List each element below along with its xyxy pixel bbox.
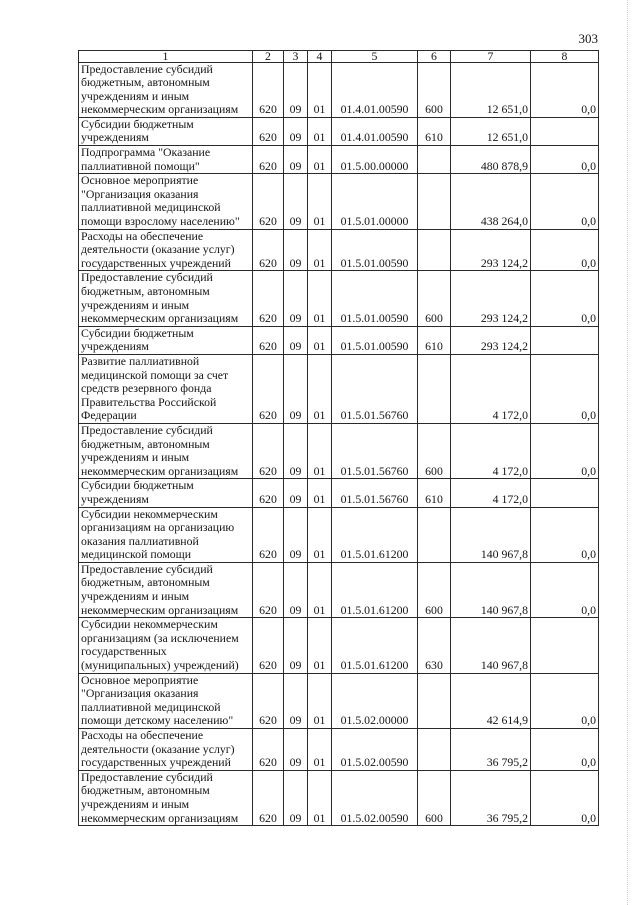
cell-amount-1: 12 651,0 bbox=[451, 62, 531, 117]
cell-ministry: 620 bbox=[253, 62, 284, 117]
cell-section: 09 bbox=[284, 117, 308, 145]
cell-target-article: 01.5.01.56760 bbox=[332, 479, 418, 507]
cell-expense-type bbox=[418, 354, 451, 423]
table-row bbox=[79, 423, 599, 478]
cell-section: 09 bbox=[284, 618, 308, 673]
scan-edge-artifact bbox=[627, 0, 628, 905]
cell-target-article: 01.5.01.61200 bbox=[332, 507, 418, 562]
cell-expense-type bbox=[418, 507, 451, 562]
cell-section: 09 bbox=[284, 423, 308, 478]
cell-name: Основное мероприятие "Организация оказания паллиативной медицинской помощи детскому населению" bbox=[79, 673, 253, 728]
cell-name: Субсидии бюджетным учреждениям bbox=[79, 479, 253, 507]
table-row bbox=[79, 271, 599, 326]
cell-ministry: 620 bbox=[253, 271, 284, 326]
cell-target-article: 01.5.02.00590 bbox=[332, 770, 418, 825]
cell-amount-1: 42 614,9 bbox=[451, 673, 531, 728]
cell-subsection: 01 bbox=[308, 271, 332, 326]
table-body bbox=[79, 62, 599, 826]
table-row bbox=[79, 117, 599, 145]
cell-subsection: 01 bbox=[308, 618, 332, 673]
cell-expense-type: 600 bbox=[418, 62, 451, 117]
cell-subsection: 01 bbox=[308, 729, 332, 771]
column-number-8: 8 bbox=[531, 51, 599, 63]
cell-amount-1: 140 967,8 bbox=[451, 507, 531, 562]
page-number: 303 bbox=[578, 31, 598, 46]
cell-subsection: 01 bbox=[308, 770, 332, 825]
cell-amount-2: 0,0 bbox=[531, 229, 599, 271]
cell-ministry: 620 bbox=[253, 479, 284, 507]
cell-target-article: 01.5.02.00000 bbox=[332, 673, 418, 728]
cell-section: 09 bbox=[284, 146, 308, 174]
cell-ministry: 620 bbox=[253, 770, 284, 825]
cell-ministry: 620 bbox=[253, 229, 284, 271]
cell-amount-1: 4 172,0 bbox=[451, 354, 531, 423]
cell-subsection: 01 bbox=[308, 174, 332, 229]
table-row bbox=[79, 618, 599, 673]
cell-subsection: 01 bbox=[308, 507, 332, 562]
cell-ministry: 620 bbox=[253, 618, 284, 673]
cell-ministry: 620 bbox=[253, 326, 284, 354]
cell-section: 09 bbox=[284, 507, 308, 562]
cell-name: Подпрограмма "Оказание паллиативной помощи" bbox=[79, 146, 253, 174]
cell-ministry: 620 bbox=[253, 117, 284, 145]
cell-expense-type: 600 bbox=[418, 770, 451, 825]
cell-name: Предоставление субсидий бюджетным, автономным учреждениям и иным некоммерческим организациям bbox=[79, 271, 253, 326]
cell-amount-1: 293 124,2 bbox=[451, 326, 531, 354]
column-number-7: 7 bbox=[451, 51, 531, 63]
cell-section: 09 bbox=[284, 479, 308, 507]
table-row bbox=[79, 62, 599, 117]
cell-amount-2: 0,0 bbox=[531, 423, 599, 478]
cell-amount-2: 0,0 bbox=[531, 146, 599, 174]
cell-name: Развитие паллиативной медицинской помощи за счет средств резервного фонда Правительства Российской Федерации bbox=[79, 354, 253, 423]
cell-target-article: 01.5.01.61200 bbox=[332, 562, 418, 617]
cell-name: Субсидии некоммерческим организациям на организацию оказания паллиативной медицинской помощи bbox=[79, 507, 253, 562]
table-row bbox=[79, 479, 599, 507]
cell-section: 09 bbox=[284, 229, 308, 271]
column-number-1: 1 bbox=[79, 51, 253, 63]
cell-amount-1: 4 172,0 bbox=[451, 479, 531, 507]
column-number-2: 2 bbox=[253, 51, 284, 63]
cell-amount-2: 0,0 bbox=[531, 507, 599, 562]
cell-section: 09 bbox=[284, 729, 308, 771]
cell-target-article: 01.4.01.00590 bbox=[332, 117, 418, 145]
cell-ministry: 620 bbox=[253, 673, 284, 728]
cell-expense-type: 600 bbox=[418, 271, 451, 326]
cell-name: Предоставление субсидий бюджетным, автономным учреждениям и иным некоммерческим организациям bbox=[79, 770, 253, 825]
cell-target-article: 01.5.01.00590 bbox=[332, 326, 418, 354]
cell-target-article: 01.5.01.56760 bbox=[332, 354, 418, 423]
cell-ministry: 620 bbox=[253, 729, 284, 771]
cell-ministry: 620 bbox=[253, 354, 284, 423]
cell-amount-1: 293 124,2 bbox=[451, 229, 531, 271]
column-number-4: 4 bbox=[308, 51, 332, 63]
cell-name: Предоставление субсидий бюджетным, автономным учреждениям и иным некоммерческим организациям bbox=[79, 62, 253, 117]
table-row bbox=[79, 729, 599, 771]
cell-name: Субсидии бюджетным учреждениям bbox=[79, 117, 253, 145]
cell-target-article: 01.5.01.61200 bbox=[332, 618, 418, 673]
cell-amount-2: 0,0 bbox=[531, 62, 599, 117]
budget-table bbox=[78, 50, 599, 826]
cell-target-article: 01.5.01.00590 bbox=[332, 271, 418, 326]
cell-name: Субсидии некоммерческим организациям (за исключением государственных (муниципальных) учреждений) bbox=[79, 618, 253, 673]
cell-expense-type: 610 bbox=[418, 326, 451, 354]
cell-ministry: 620 bbox=[253, 423, 284, 478]
cell-name: Расходы на обеспечение деятельности (оказание услуг) государственных учреждений bbox=[79, 729, 253, 771]
cell-ministry: 620 bbox=[253, 174, 284, 229]
cell-subsection: 01 bbox=[308, 673, 332, 728]
cell-amount-2: 0,0 bbox=[531, 562, 599, 617]
cell-amount-2: 0,0 bbox=[531, 729, 599, 771]
cell-amount-2: 0,0 bbox=[531, 354, 599, 423]
cell-expense-type: 600 bbox=[418, 562, 451, 617]
cell-section: 09 bbox=[284, 562, 308, 617]
cell-section: 09 bbox=[284, 354, 308, 423]
cell-subsection: 01 bbox=[308, 562, 332, 617]
cell-amount-2 bbox=[531, 326, 599, 354]
cell-amount-1: 36 795,2 bbox=[451, 729, 531, 771]
table-row bbox=[79, 229, 599, 271]
cell-name: Основное мероприятие "Организация оказания паллиативной медицинской помощи взрослому населению" bbox=[79, 174, 253, 229]
cell-expense-type: 630 bbox=[418, 618, 451, 673]
cell-subsection: 01 bbox=[308, 117, 332, 145]
cell-expense-type bbox=[418, 146, 451, 174]
column-number-5: 5 bbox=[332, 51, 418, 63]
cell-amount-1: 12 651,0 bbox=[451, 117, 531, 145]
cell-amount-1: 140 967,8 bbox=[451, 618, 531, 673]
cell-amount-1: 438 264,0 bbox=[451, 174, 531, 229]
table-row bbox=[79, 770, 599, 825]
column-number-6: 6 bbox=[418, 51, 451, 63]
table-row bbox=[79, 562, 599, 617]
cell-expense-type: 610 bbox=[418, 479, 451, 507]
table-row bbox=[79, 673, 599, 728]
cell-subsection: 01 bbox=[308, 479, 332, 507]
cell-expense-type bbox=[418, 729, 451, 771]
cell-expense-type: 610 bbox=[418, 117, 451, 145]
cell-subsection: 01 bbox=[308, 423, 332, 478]
cell-name: Предоставление субсидий бюджетным, автономным учреждениям и иным некоммерческим организациям bbox=[79, 562, 253, 617]
cell-section: 09 bbox=[284, 326, 308, 354]
cell-expense-type bbox=[418, 174, 451, 229]
cell-amount-2: 0,0 bbox=[531, 174, 599, 229]
cell-target-article: 01.5.01.00590 bbox=[332, 229, 418, 271]
cell-target-article: 01.5.02.00590 bbox=[332, 729, 418, 771]
cell-name: Предоставление субсидий бюджетным, автономным учреждениям и иным некоммерческим организациям bbox=[79, 423, 253, 478]
cell-subsection: 01 bbox=[308, 62, 332, 117]
cell-target-article: 01.5.01.56760 bbox=[332, 423, 418, 478]
cell-amount-2: 0,0 bbox=[531, 673, 599, 728]
cell-target-article: 01.5.01.00000 bbox=[332, 174, 418, 229]
table-row bbox=[79, 354, 599, 423]
cell-amount-2 bbox=[531, 117, 599, 145]
cell-ministry: 620 bbox=[253, 146, 284, 174]
cell-amount-1: 293 124,2 bbox=[451, 271, 531, 326]
cell-subsection: 01 bbox=[308, 146, 332, 174]
cell-section: 09 bbox=[284, 673, 308, 728]
cell-amount-1: 140 967,8 bbox=[451, 562, 531, 617]
cell-amount-2: 0,0 bbox=[531, 271, 599, 326]
cell-name: Расходы на обеспечение деятельности (оказание услуг) государственных учреждений bbox=[79, 229, 253, 271]
cell-name: Субсидии бюджетным учреждениям bbox=[79, 326, 253, 354]
cell-expense-type bbox=[418, 229, 451, 271]
cell-section: 09 bbox=[284, 770, 308, 825]
cell-subsection: 01 bbox=[308, 326, 332, 354]
cell-section: 09 bbox=[284, 271, 308, 326]
column-number-3: 3 bbox=[284, 51, 308, 63]
table-row bbox=[79, 174, 599, 229]
cell-expense-type bbox=[418, 673, 451, 728]
cell-amount-2: 0,0 bbox=[531, 770, 599, 825]
cell-amount-2 bbox=[531, 618, 599, 673]
cell-target-article: 01.5.00.00000 bbox=[332, 146, 418, 174]
table-row bbox=[79, 146, 599, 174]
cell-amount-1: 36 795,2 bbox=[451, 770, 531, 825]
cell-section: 09 bbox=[284, 174, 308, 229]
cell-ministry: 620 bbox=[253, 562, 284, 617]
table-row bbox=[79, 326, 599, 354]
cell-subsection: 01 bbox=[308, 354, 332, 423]
cell-subsection: 01 bbox=[308, 229, 332, 271]
cell-amount-1: 4 172,0 bbox=[451, 423, 531, 478]
cell-amount-1: 480 878,9 bbox=[451, 146, 531, 174]
cell-section: 09 bbox=[284, 62, 308, 117]
table-row bbox=[79, 507, 599, 562]
cell-target-article: 01.4.01.00590 bbox=[332, 62, 418, 117]
cell-amount-2 bbox=[531, 479, 599, 507]
table-header-row bbox=[79, 51, 599, 63]
cell-ministry: 620 bbox=[253, 507, 284, 562]
cell-expense-type: 600 bbox=[418, 423, 451, 478]
